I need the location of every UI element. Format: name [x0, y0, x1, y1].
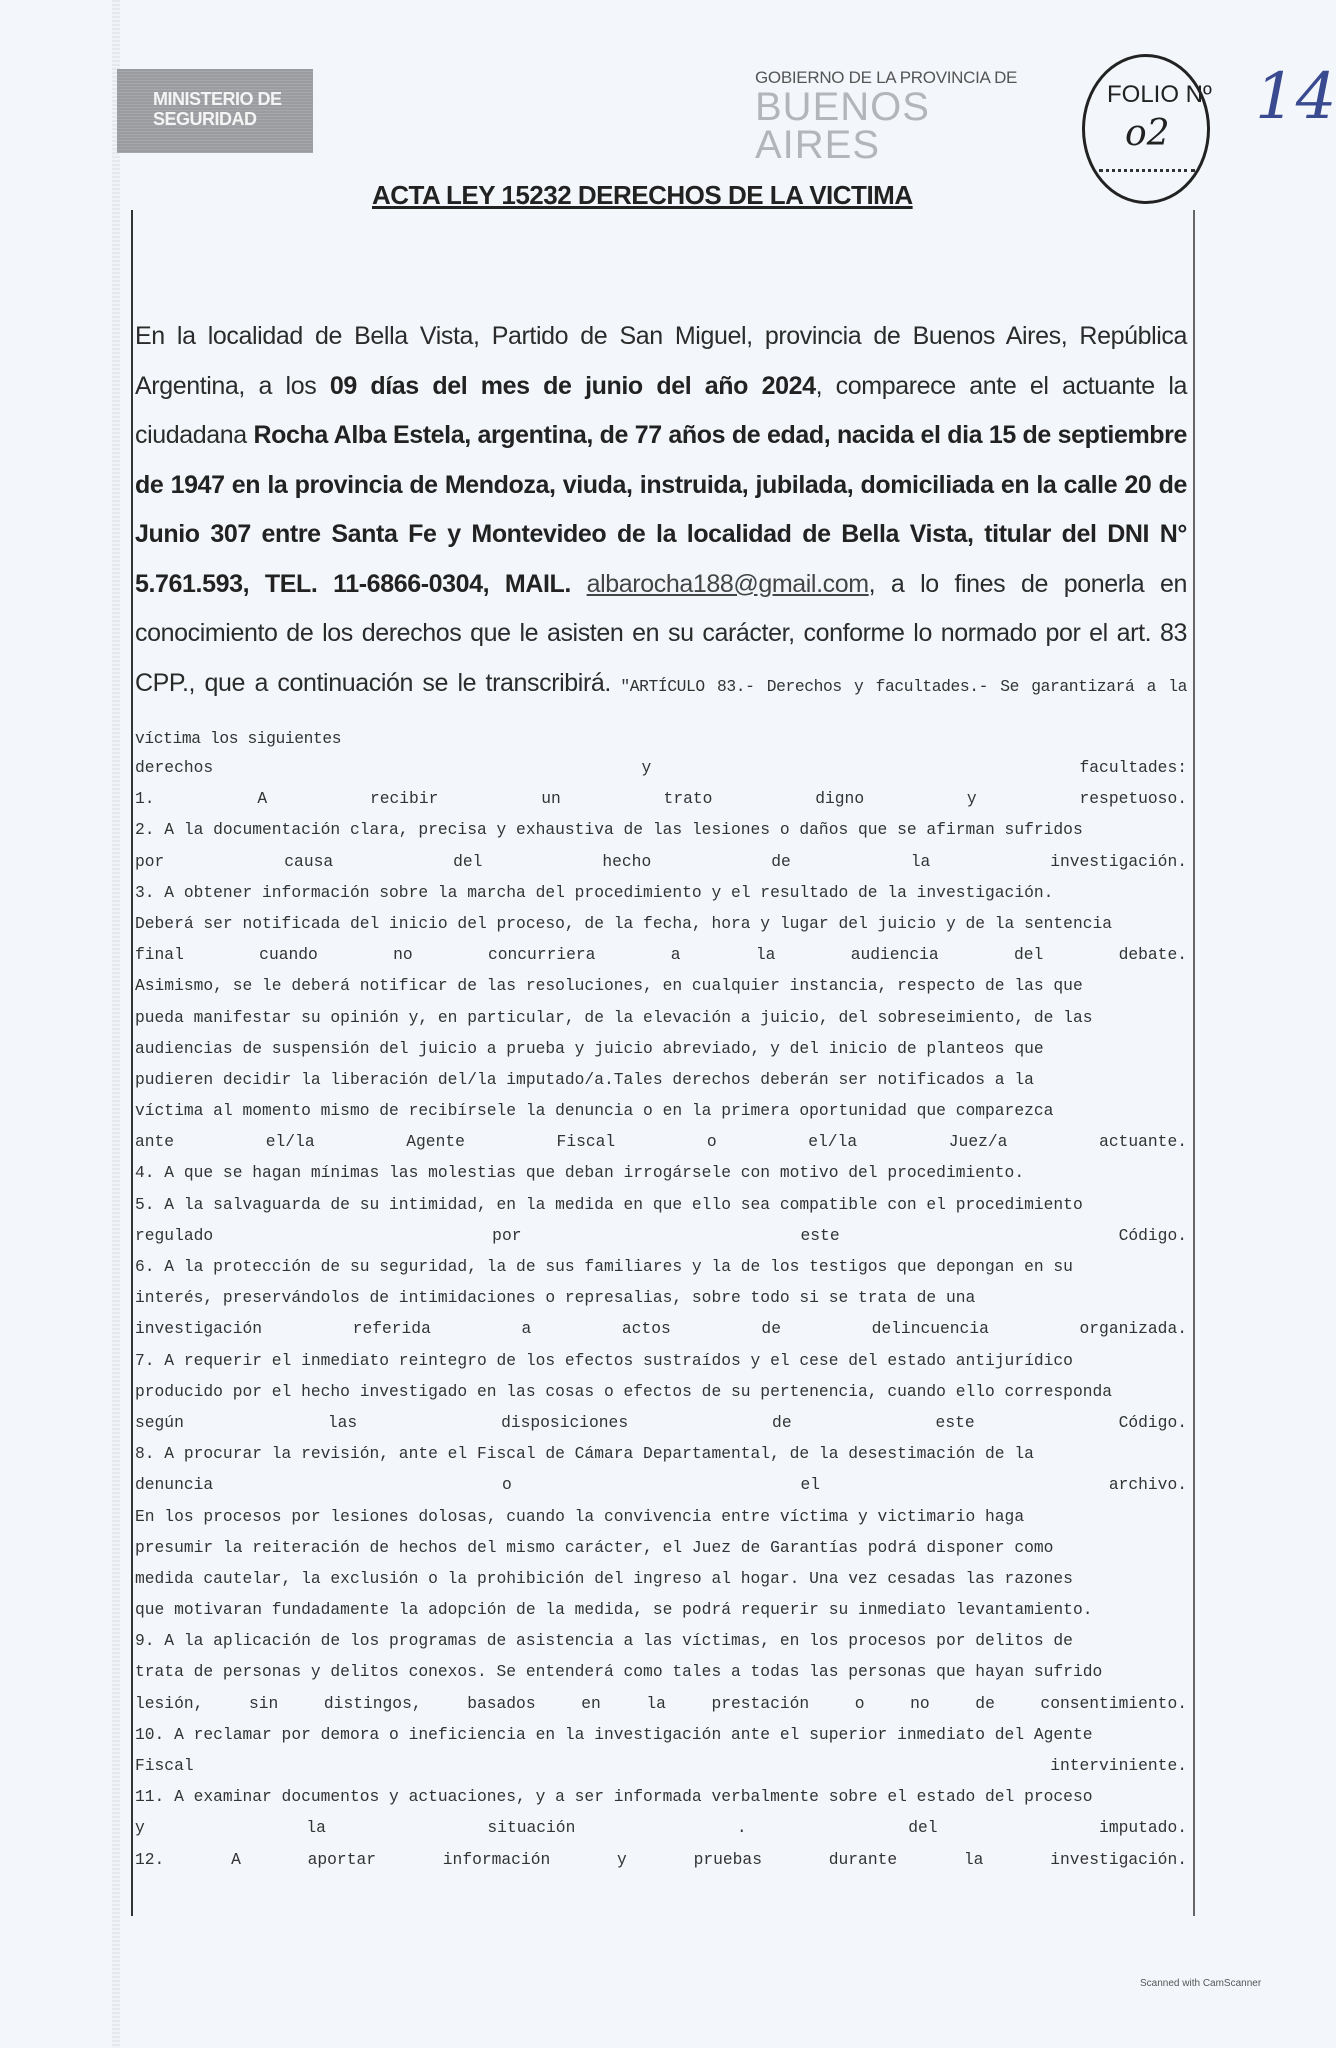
article-line: denuncia o el archivo. — [135, 1475, 1187, 1495]
article-line: Fiscal interviniente. — [135, 1756, 1187, 1775]
article-line: Deberá ser notificada del inicio del proceso, de la fecha, hora y lugar del juicio y de la sentencia — [135, 913, 1113, 933]
article-line: 11. A examinar documentos y actuaciones, y a ser informada verbalmente sobre el estado del proceso — [135, 1787, 1093, 1807]
intro-text-1: En la localidad de Bella Vista, Partido de San Miguel, provincia de Buenos Aires, República Argentina, a los — [135, 322, 1187, 400]
article-line: lesión, sin distingos, basados en la prestación o no de consentimiento. — [135, 1693, 1187, 1713]
ministry-logo-line1: MINISTERIO DE — [153, 89, 282, 109]
intro-text-3: , a lo fines de ponerla en conocimiento de los derechos que le asisten en su carácter, conforme lo normado por el art. 83 CPP., que a continuación se le transcribirá. — [135, 569, 1187, 697]
article-line: 12. A aportar información y pruebas durante la investigación. — [135, 1849, 1187, 1869]
intro-date: 09 días del mes de junio del año 2024 — [329, 371, 816, 400]
article-line: trata de personas y delitos conexos. Se entenderá como tales a todas las personas que hayan sufrido — [135, 1662, 1103, 1682]
article-line: 5. A la salvaguarda de su intimidad, en la medida en que ello sea compatible con el procedimiento — [135, 1194, 1083, 1214]
article-line: audiencias de suspensión del juicio a prueba y juicio abreviado, y del inicio de planteos que — [135, 1038, 1044, 1058]
article-line: 1. A recibir un trato digno y respetuoso. — [135, 789, 1187, 809]
government-logo — [755, 68, 1055, 167]
article-line: víctima al momento mismo de recibírsele la denuncia o en la primera oportunidad que comparezca — [135, 1101, 1054, 1121]
intro-person-details: Rocha Alba Estela, argentina, de 77 años de edad, nacida el dia 15 de septiembre de 1947 en la provincia de Mendoza, viuda, instruida, jubilada, domiciliada en la calle 20 de Junio 307 entre Santa Fe y Montevideo de la localidad de Bella Vista, titular del DNI N° 5.761.593, TEL. 11-6866-0304, MAIL. — [135, 421, 1187, 598]
handwritten-page-number: 14 — [1255, 60, 1336, 134]
gov-logo-line1: GOBIERNO DE LA PROVINCIA DE — [755, 68, 1018, 87]
folio-dotted-line — [1099, 169, 1195, 172]
article-line: 4. A que se hagan mínimas las molestias que deban irrogársele con motivo del procedimiento. — [135, 1163, 1025, 1183]
article-line: 7. A requerir el inmediato reintegro de los efectos sustraídos y el cese del estado antijurídico — [135, 1350, 1073, 1370]
article-line: 2. A la documentación clara, precisa y exhaustiva de las lesiones o daños que se afirman sufridos — [135, 820, 1083, 840]
article-line: y la situación . del imputado. — [135, 1818, 1187, 1838]
article-line: pudieren decidir la liberación del/la imputado/a.Tales derechos deberán ser notificados a la — [135, 1069, 1034, 1089]
article-line: En los procesos por lesiones dolosas, cuando la convivencia entre víctima y victimario haga — [135, 1506, 1025, 1526]
intro-paragraph — [135, 312, 1187, 764]
article-line: 8. A procurar la revisión, ante el Fiscal de Cámara Departamental, de la desestimación de la — [135, 1444, 1034, 1464]
folio-stamp — [1082, 54, 1210, 204]
article-line: que motivaran fundadamente la adopción de la medida, se podrá requerir su inmediato levantamiento. — [135, 1600, 1093, 1620]
article-line: por causa del hecho de la investigación. — [135, 851, 1187, 871]
article-83-text — [135, 752, 1187, 1875]
scanner-watermark: Scanned with CamScanner — [1140, 1978, 1262, 1989]
article-line: derechos y facultades: — [135, 758, 1187, 777]
article-line: 9. A la aplicación de los programas de asistencia a las víctimas, en los procesos por delitos de — [135, 1631, 1073, 1651]
article-line: interés, preservándolos de intimidaciones o represalias, sobre todo si se trata de una — [135, 1288, 976, 1308]
article-line: pueda manifestar su opinión y, en particular, de la elevación a juicio, del sobreseimiento, de las — [135, 1007, 1093, 1027]
article-line: Asimismo, se le deberá notificar de las resoluciones, en cualquier instancia, respecto de las que — [135, 976, 1083, 996]
email-link[interactable]: albarocha188@gmail.com — [586, 569, 869, 598]
folio-label: FOLIO Nº — [1107, 81, 1212, 108]
article-line: según las disposiciones de este Código. — [135, 1412, 1187, 1432]
folio-number: o2 — [1125, 113, 1170, 154]
article-line: final cuando no concurriera a la audiencia del debate. — [135, 945, 1187, 965]
document-title: ACTA LEY 15232 DERECHOS DE LA VICTIMA — [372, 180, 913, 210]
article-line: 3. A obtener información sobre la marcha del procedimiento y el resultado de la investigación. — [135, 882, 1054, 902]
article-line: regulado por este Código. — [135, 1225, 1187, 1245]
ministry-logo — [117, 69, 313, 153]
ministry-logo-line2: SEGURIDAD — [153, 109, 257, 129]
article-line: 6. A la protección de su seguridad, la de sus familiares y la de los testigos que depongan en su — [135, 1257, 1073, 1276]
gov-logo-line2: BUENOS AIRES — [755, 85, 930, 167]
article-line: presumir la reiteración de hechos del mismo carácter, el Juez de Garantías podrá disponer como — [135, 1537, 1054, 1557]
scan-edge-shadow — [112, 0, 120, 2048]
intro-text-2: , comparece ante el actuante la ciudadana — [135, 371, 1187, 449]
article-line: investigación referida a actos de delincuencia organizada. — [135, 1319, 1187, 1339]
article-line: ante el/la Agente Fiscal o el/la Juez/a actuante. — [135, 1132, 1187, 1152]
article-line: producido por el hecho investigado en las cosas o efectos de su pertenencia, cuando ello corresponda — [135, 1381, 1113, 1401]
article-line: 10. A reclamar por demora o ineficiencia en la investigación ante el superior inmediato del Agente — [135, 1724, 1093, 1744]
article-line: medida cautelar, la exclusión o la prohibición del ingreso al hogar. Una vez cesadas las razones — [135, 1568, 1073, 1588]
article-opening: "ARTÍCULO 83.- Derechos y facultades.- Se garantizará a la víctima los siguientes — [135, 676, 1187, 748]
